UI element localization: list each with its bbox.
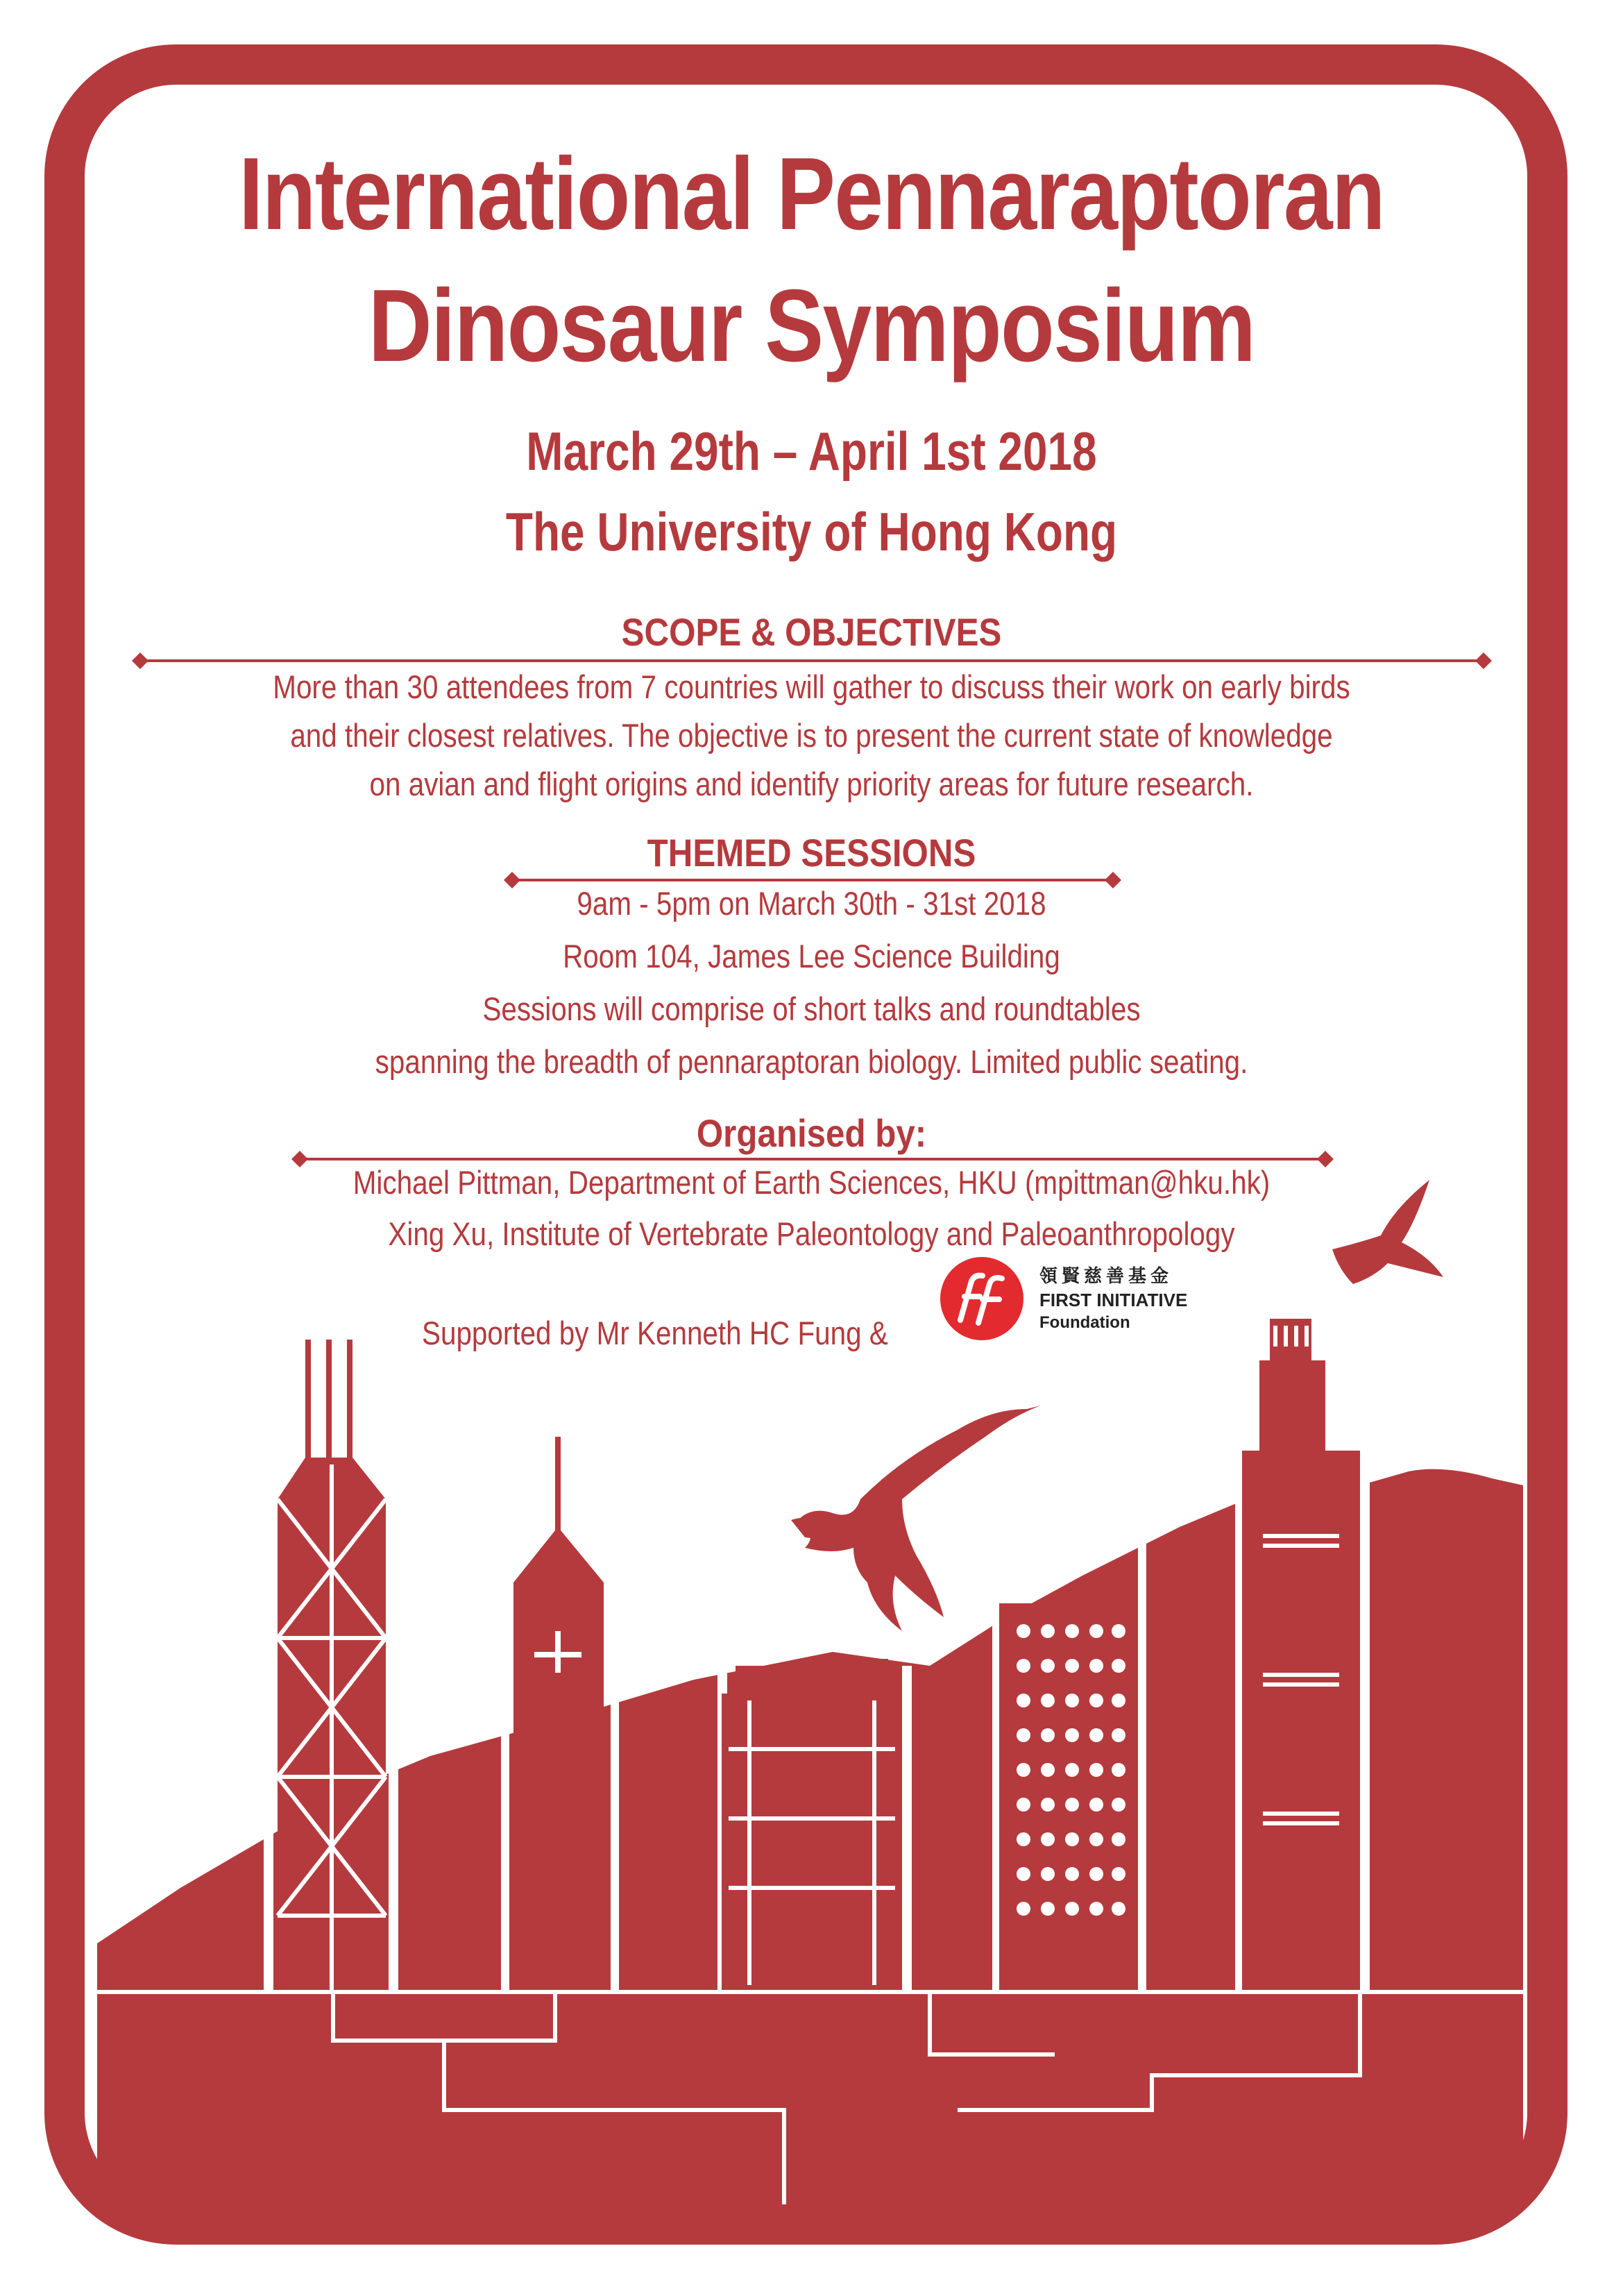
scope-text-line: and their closest relatives. The objective is to present the current state of knowledge	[290, 717, 1333, 754]
scaffold-building	[722, 1659, 902, 1992]
organiser-line: Xing Xu, Institute of Vertebrate Paleontology and Paleoanthropology	[388, 1215, 1235, 1252]
title-line-2: Dinosaur Symposium	[368, 269, 1255, 383]
logo-chinese-name: 領賢慈善基金	[1039, 1266, 1173, 1287]
central-plaza-tower	[513, 1437, 604, 1992]
bank-of-china-tower	[278, 1340, 386, 1992]
title-line-1: International Pennaraptoran	[239, 137, 1384, 251]
organiser-line: Michael Pittman, Department of Earth Sciences, HKU (mpittman@hku.hk)	[352, 1164, 1271, 1201]
flying-bird-silhouette	[1332, 1180, 1443, 1284]
event-venue: The University of Hong Kong	[505, 501, 1118, 562]
windowed-building	[999, 1603, 1138, 1992]
scope-text-line: More than 30 attendees from 7 countries will gather to discuss their work on early birds	[273, 668, 1350, 705]
supported-by-text: Supported by Mr Kenneth HC Fung &	[422, 1315, 888, 1351]
sessions-time: 9am - 5pm on March 30th - 31st 2018	[577, 885, 1046, 922]
sessions-description-line: Sessions will comprise of short talks and roundtables	[482, 990, 1141, 1027]
ground-platform	[97, 1992, 1523, 2204]
sessions-room: Room 104, James Lee Science Building	[563, 938, 1060, 974]
logo-name: FIRST INITIATIVE	[1039, 1290, 1188, 1310]
ifc-tower	[1242, 1319, 1360, 1992]
scope-heading: SCOPE & OBJECTIVES	[621, 610, 1002, 654]
flying-dinosaur-silhouette	[798, 1406, 1041, 1631]
sessions-description-line: spanning the breadth of pennaraptoran biology. Limited public seating.	[375, 1043, 1248, 1080]
scope-text-line: on avian and flight origins and identify priority areas for future research.	[369, 766, 1254, 802]
logo-subtitle: Foundation	[1039, 1313, 1130, 1332]
sessions-heading: THEMED SESSIONS	[647, 831, 976, 875]
organisers-heading: Organised by:	[696, 1111, 927, 1155]
event-dates: March 29th – April 1st 2018	[526, 421, 1097, 482]
